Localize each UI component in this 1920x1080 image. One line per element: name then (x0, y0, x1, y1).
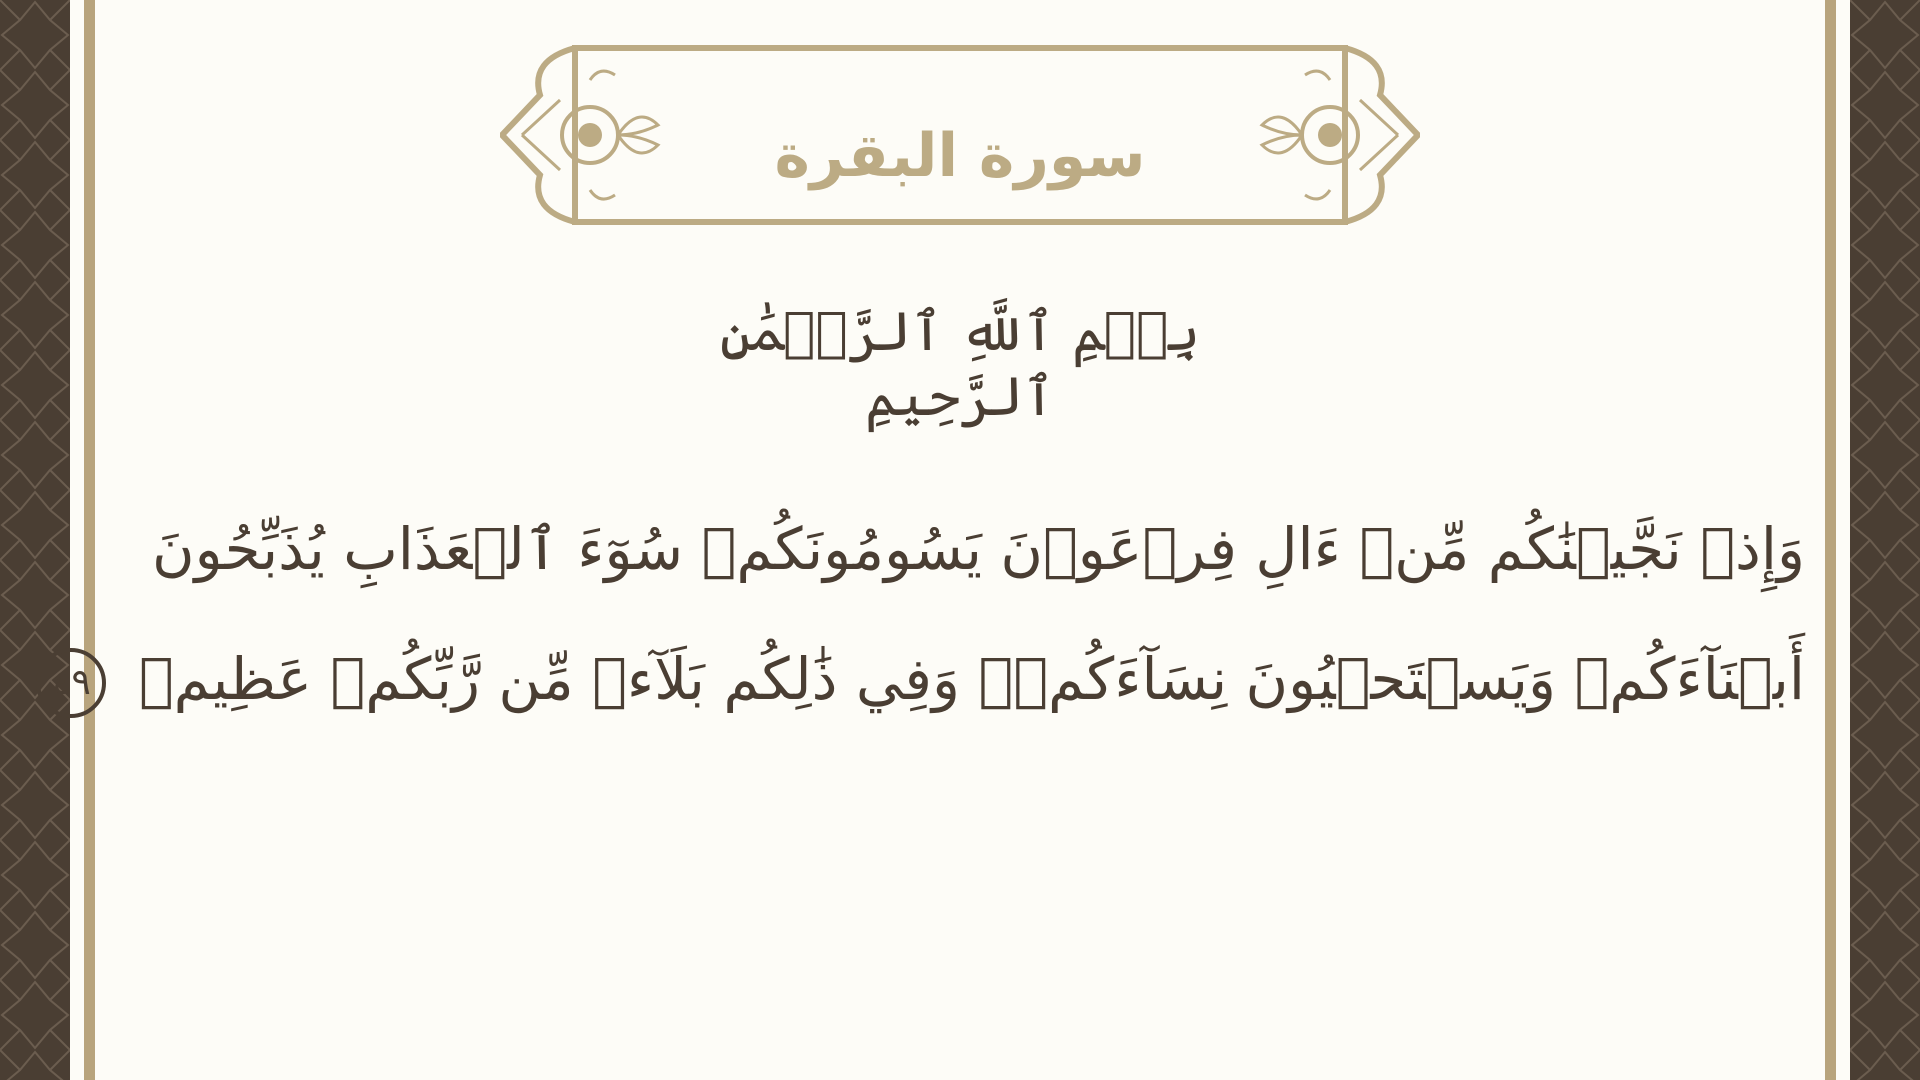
verse-line-2-text: أَبۡنَآءَكُمۡ وَيَسۡتَحۡيُونَ نِسَآءَكُمۡۚ وَفِي ذَٰلِكُم بَلَآءٞ مِّن رَّبِّكُمۡ عَظِيمٞ (138, 645, 1805, 714)
verse-line-2 (52, 645, 1805, 776)
basmala: بِسۡمِ ٱللَّهِ ٱلرَّحۡمَٰنِ ٱلرَّحِيمِ (719, 300, 1201, 428)
ayah-number-marker: ٤٩ (36, 648, 106, 718)
verse-block (52, 515, 1805, 776)
surah-title: سورة البقرة (774, 121, 1146, 191)
surah-title-frame (500, 40, 1420, 230)
left-gold-rule (84, 0, 95, 1080)
right-gold-rule (1825, 0, 1836, 1080)
left-ornamental-border (0, 0, 70, 1080)
verse-line-1: وَإِذۡ نَجَّيۡنَٰكُم مِّنۡ ءَالِ فِرۡعَوۡنَ يَسُومُونَكُمۡ سُوٓءَ ٱلۡعَذَابِ يُذَبِّحُونَ (152, 515, 1805, 583)
right-ornamental-border (1850, 0, 1920, 1080)
